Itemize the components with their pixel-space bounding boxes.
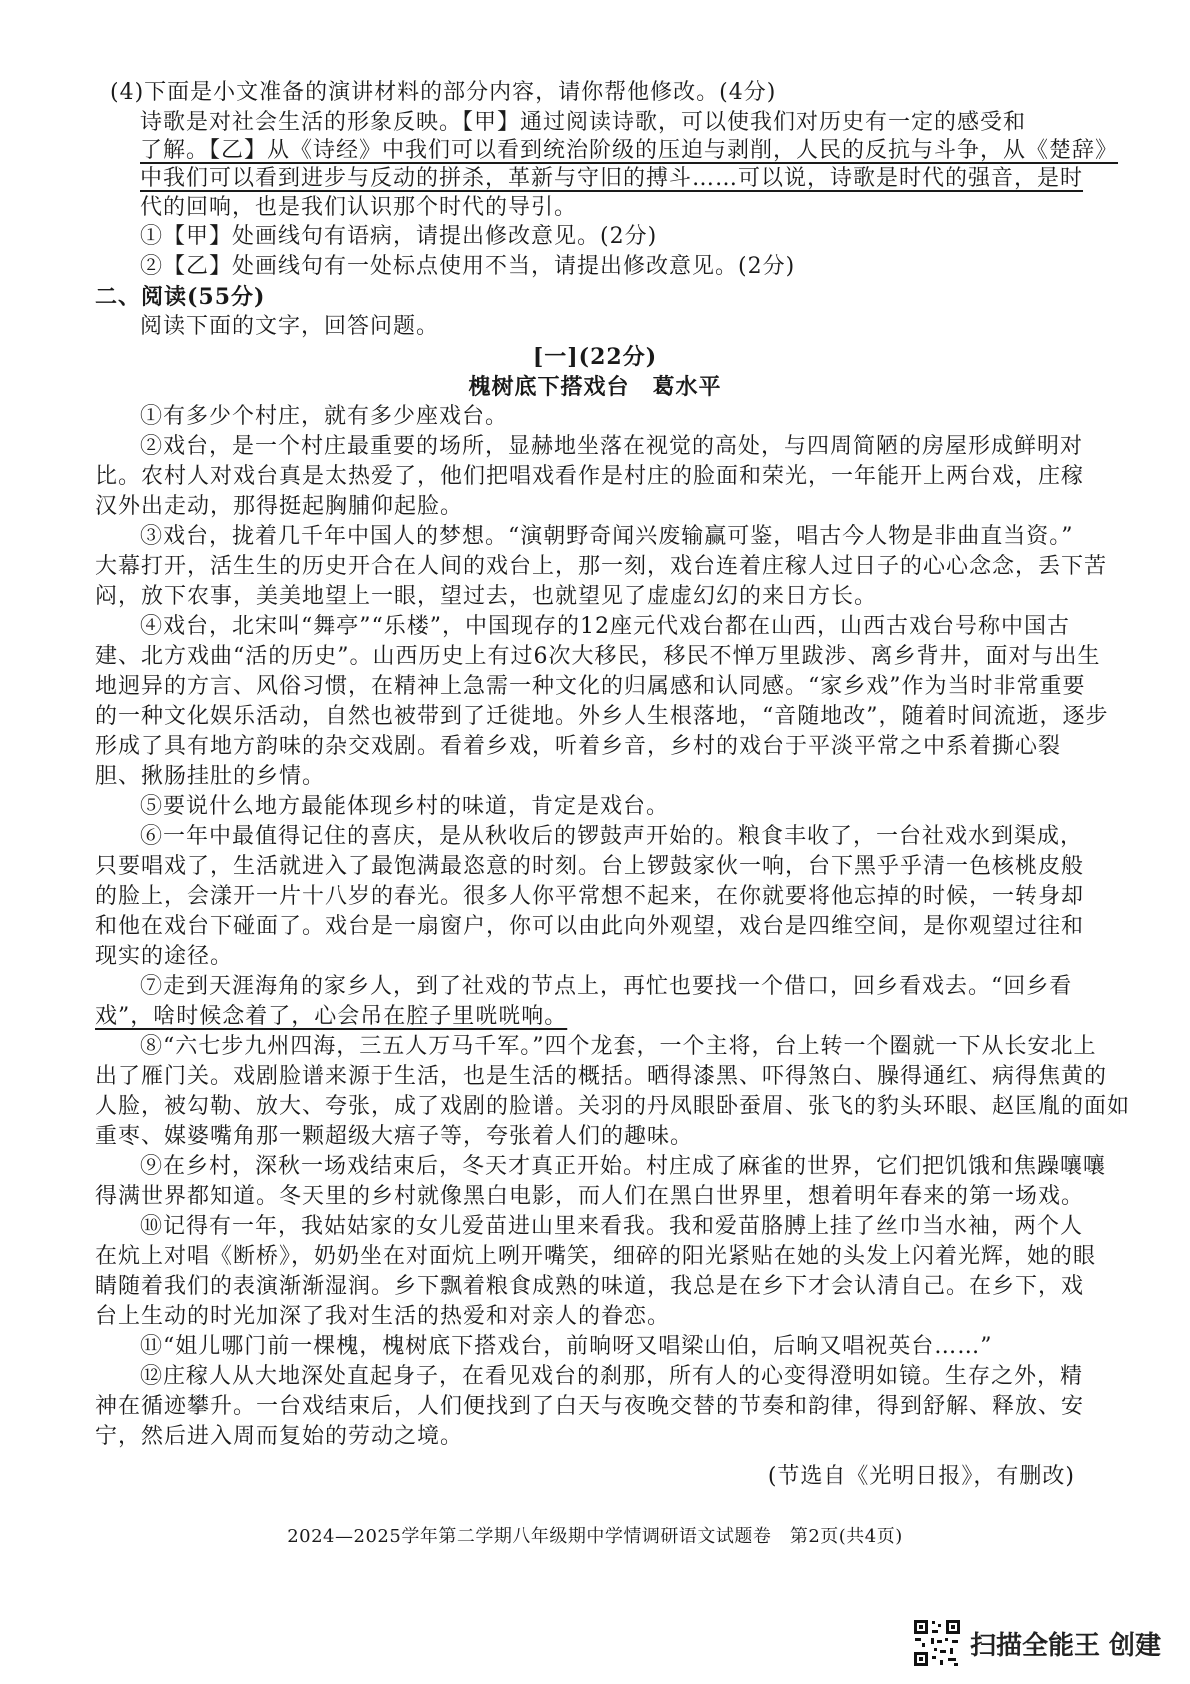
- article-line: 睛随着我们的表演渐渐湿润。乡下飘着粮食成熟的味道，我总是在乡下才会认清自己。在乡下，戏: [95, 1274, 1085, 1299]
- article-line: 宁，然后进入周而复始的劳动之境。: [95, 1424, 464, 1449]
- article-line: 重枣、媒婆嘴角那一颗超级大痦子等，夸张着人们的趣味。: [95, 1124, 694, 1149]
- article-line: 的一种文化娱乐活动，自然也被带到了迁徙地。外乡人生根落地，“音随地改”，随着时间流逝，逐步: [95, 704, 1109, 729]
- question-4-prompt: (4)下面是小文准备的演讲材料的部分内容，请你帮他修改。(4分): [110, 80, 777, 105]
- article-line: ⑦走到天涯海角的家乡人，到了社戏的节点上，再忙也要找一个借口，回乡看戏去。“回乡看: [140, 974, 1073, 999]
- article-line: 人脸，被勾勒、放大、夸张，成了戏剧的脸谱。关羽的丹凤眼卧蚕眉、张飞的豹头环眼、赵匡胤的面如: [95, 1094, 1131, 1119]
- article-line: 形成了具有地方韵味的杂交戏剧。看着乡戏，听着乡音，乡村的戏台于平淡平常之中系着撕心裂: [95, 734, 1062, 759]
- speech-text-line-3: 中我们可以看到进步与反动的拼杀，革新与守旧的搏斗……可以说，诗歌是时代的强音，是时: [140, 166, 1084, 191]
- article-line: 胆、揪肠挂肚的乡情。: [95, 764, 326, 789]
- speech-text-line-4: 代的回响，也是我们认识那个时代的导引。: [140, 195, 578, 220]
- article-line: 的脸上，会漾开一片十八岁的春光。很多人你平常想不起来，在你就要将他忘掉的时候，一转身却: [95, 884, 1085, 909]
- article-line: ②戏台，是一个村庄最重要的场所，显赫地坐落在视觉的高处，与四周简陋的房屋形成鲜明对: [140, 434, 1084, 459]
- article-line: 戏”，啥时候念着了，心会吊在腔子里咣咣响。: [95, 1004, 568, 1029]
- article-line: 大幕打开，活生生的历史开合在人间的戏台上，那一刻，戏台连着庄稼人过日子的心心念念，丢下苦: [95, 554, 1108, 579]
- article-line: 台上生动的时光加深了我对生活的热爱和对亲人的眷恋。: [95, 1304, 671, 1329]
- article-line: 和他在戏台下碰面了。戏台是一扇窗户，你可以由此向外观望，戏台是四维空间，是你观望过往和: [95, 914, 1085, 939]
- reading-instruction: 阅读下面的文字，回答问题。: [140, 314, 440, 339]
- article-line: ⑧“六七步九州四海，三五人万马千军。”四个龙套，一个主将，台上转一个圈就一下从长安北上: [140, 1034, 1097, 1059]
- article-line: ⑩记得有一年，我姑姑家的女儿爱苗进山里来看我。我和爱苗胳膊上挂了丝巾当水袖，两个人: [140, 1214, 1084, 1239]
- speech-text-line-2: 了解。【乙】从《诗经》中我们可以看到统治阶级的压迫与剥削，人民的反抗与斗争，从《楚辞》: [140, 138, 1119, 163]
- article-source: (节选自《光明日报》，有删改): [767, 1464, 1075, 1489]
- scanner-watermark-text: 扫描全能王 创建: [970, 1631, 1162, 1661]
- article-line: 得满世界都知道。冬天里的乡村就像黑白电影，而人们在黑白世界里，想着明年春来的第一场戏。: [95, 1184, 1085, 1209]
- article-line: ⑪“姐儿哪门前一棵槐，槐树底下搭戏台，前晌呀又唱梁山伯，后晌又唱祝英台……”: [140, 1334, 993, 1359]
- article-line: ⑨在乡村，深秋一场戏结束后，冬天才真正开始。村庄成了麻雀的世界，它们把饥饿和焦躁嚷嚷: [140, 1154, 1107, 1179]
- article-line: 比。农村人对戏台真是太热爱了，他们把唱戏看作是村庄的脸面和荣光，一年能开上两台戏，庄稼: [95, 464, 1085, 489]
- article-line: ①有多少个村庄，就有多少座戏台。: [140, 404, 509, 429]
- article-line: 现实的途径。: [95, 944, 234, 969]
- article-title: 槐树底下搭戏台 葛水平: [468, 374, 722, 400]
- article-line: ③戏台，拢着几千年中国人的梦想。“演朝野奇闻兴废输赢可鉴，唱古今人物是非曲直当资。”: [140, 524, 1074, 549]
- reading-heading: 二、阅读(55分): [95, 284, 266, 310]
- speech-text-line-1: 诗歌是对社会生活的形象反映。【甲】通过阅读诗歌，可以使我们对历史有一定的感受和: [140, 110, 1027, 135]
- article-line: 在炕上对唱《断桥》，奶奶坐在对面炕上咧开嘴笑，细碎的阳光紧贴在她的头发上闪着光辉，她的眼: [95, 1244, 1097, 1269]
- question-4-sub-1: ①【甲】处画线句有语病，请提出修改意见。(2分): [140, 224, 658, 249]
- article-line: ④戏台，北宋叫“舞亭”“乐楼”，中国现存的12座元代戏台都在山西，山西古戏台号称中国古: [140, 614, 1070, 639]
- article-line: ⑫庄稼人从大地深处直起身子，在看见戏台的刹那，所有人的心变得澄明如镜。生存之外，精: [140, 1364, 1084, 1389]
- page-footer: 2024—2025学年第二学期八年级期中学情调研语文试题卷 第2页(共4页): [287, 1526, 903, 1547]
- article-line: ⑤要说什么地方最能体现乡村的味道，肯定是戏台。: [140, 794, 670, 819]
- question-4-sub-2: ②【乙】处画线句有一处标点使用不当，请提出修改意见。(2分): [140, 254, 796, 279]
- qr-code-icon: [912, 1618, 962, 1668]
- article-line: 建、北方戏曲“活的历史”。山西历史上有过6次大移民，移民不惮万里跋涉、离乡背井，面对与出生: [95, 644, 1101, 669]
- article-line: 只要唱戏了，生活就进入了最饱满最恣意的时刻。台上锣鼓家伙一响，台下黑乎乎清一色核桃皮般: [95, 854, 1085, 879]
- article-line: 汉外出走动，那得挺起胸脯仰起脸。: [95, 494, 464, 519]
- article-line: 神在循迹攀升。一台戏结束后，人们便找到了白天与夜晚交替的节奏和韵律，得到舒解、释放、安: [95, 1394, 1085, 1419]
- article-line: 地迥异的方言、风俗习惯，在精神上急需一种文化的归属感和认同感。“家乡戏”作为当时非常重要: [95, 674, 1086, 699]
- article-line: ⑥一年中最值得记住的喜庆，是从秋收后的锣鼓声开始的。粮食丰收了，一台社戏水到渠成，: [140, 824, 1084, 849]
- part-label: [一](22分): [532, 344, 658, 370]
- article-line: 出了雁门关。戏剧脸谱来源于生活，也是生活的概括。晒得漆黑、吓得煞白、臊得通红、病得焦黄的: [95, 1064, 1108, 1089]
- article-line: 闷，放下农事，美美地望上一眼，望过去，也就望见了虚虚幻幻的来日方长。: [95, 584, 878, 609]
